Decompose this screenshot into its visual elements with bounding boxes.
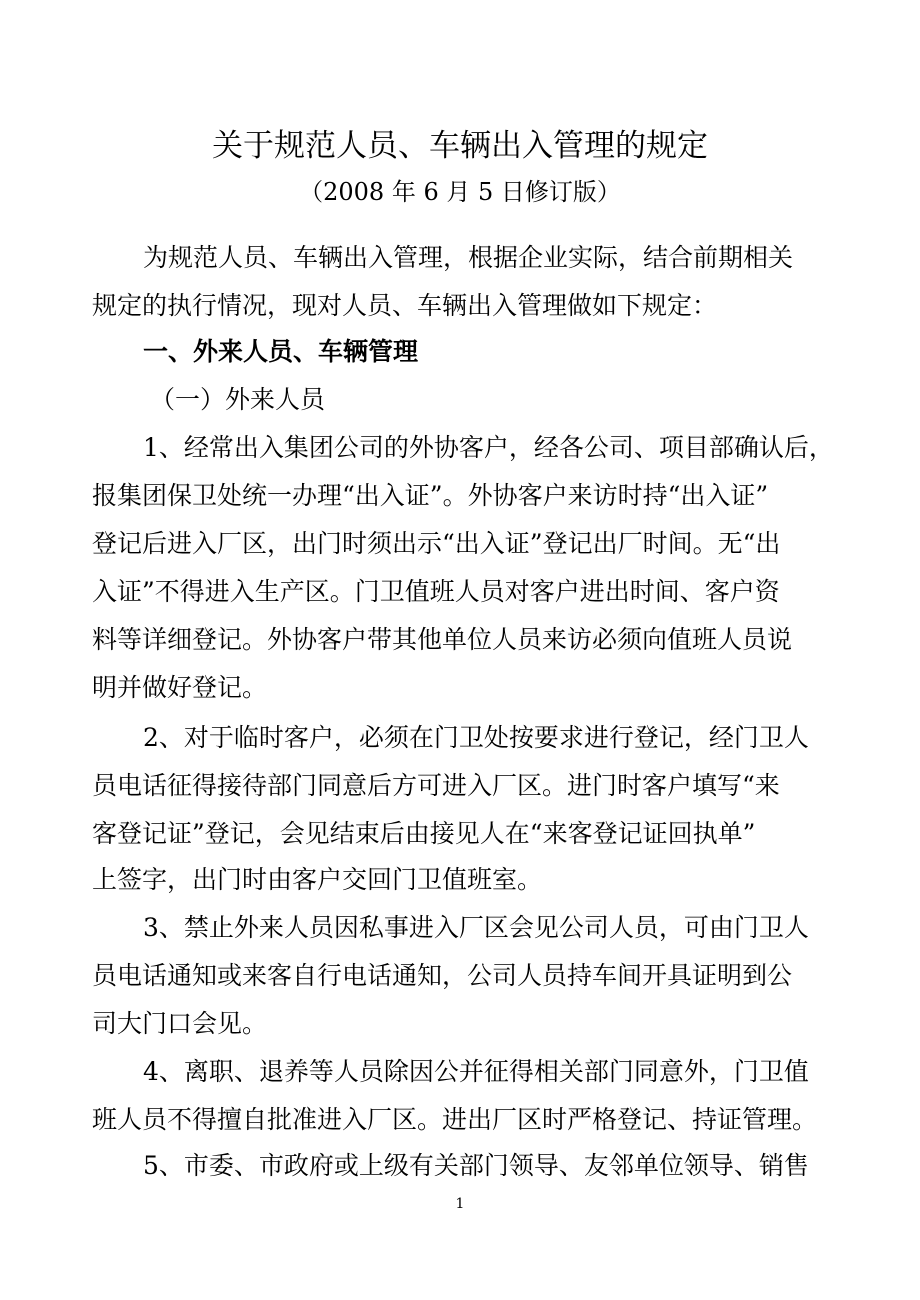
subsection-heading: （一）外来人员 xyxy=(150,385,326,414)
section-heading: 一、外来人员、车辆管理 xyxy=(143,337,419,366)
item-2-line: 2、对于临时客户，必须在门卫处按要求进行登记，经门卫人 xyxy=(143,723,809,752)
item-2-line: 客登记证”登记，会见结束后由接见人在“来客登记证回执单” xyxy=(92,819,756,848)
item-1-line: 料等详细登记。外协客户带其他单位人员来访必须向值班人员说 xyxy=(92,625,793,654)
intro-line: 规定的执行情况，现对人员、车辆出入管理做如下规定： xyxy=(92,291,718,320)
item-2-line: 员电话征得接待部门同意后方可进入厂区。进门时客户填写“来 xyxy=(92,771,780,800)
page-number: 1 xyxy=(455,1196,465,1212)
document-subtitle: （2008 年 6 月 5 日修订版） xyxy=(299,178,621,206)
item-4-line: 班人员不得擅自批准进入厂区。进出厂区时严格登记、持证管理。 xyxy=(92,1105,818,1134)
item-3-line: 司大门口会见。 xyxy=(92,1009,268,1038)
intro-line: 为规范人员、车辆出入管理，根据企业实际，结合前期相关 xyxy=(143,243,794,272)
item-1-line: 登记后进入厂区，出门时须出示“出入证”登记出厂时间。无“出 xyxy=(92,529,781,558)
document-title: 关于规范人员、车辆出入管理的规定 xyxy=(212,128,708,164)
item-1-line: 报集团保卫处统一办理“出入证”。外协客户来访时持“出入证” xyxy=(92,481,769,510)
item-2-line: 上签字，出门时由客户交回门卫值班室。 xyxy=(92,865,543,894)
item-3-line: 3、禁止外来人员因私事进入厂区会见公司人员，可由门卫人 xyxy=(143,913,809,942)
item-1-line: 1、经常出入集团公司的外协客户，经各公司、项目部确认后， xyxy=(143,433,834,462)
item-4-line: 4、离职、退养等人员除因公并征得相关部门同意外，门卫值 xyxy=(143,1057,809,1086)
item-5-line: 5、市委、市政府或上级有关部门领导、友邻单位领导、销售 xyxy=(143,1151,809,1180)
item-1-line: 入证”不得进入生产区。门卫值班人员对客户进出时间、客户资 xyxy=(92,577,780,606)
item-3-line: 员电话通知或来客自行电话通知，公司人员持车间开具证明到公 xyxy=(92,961,793,990)
item-1-line: 明并做好登记。 xyxy=(92,673,268,702)
